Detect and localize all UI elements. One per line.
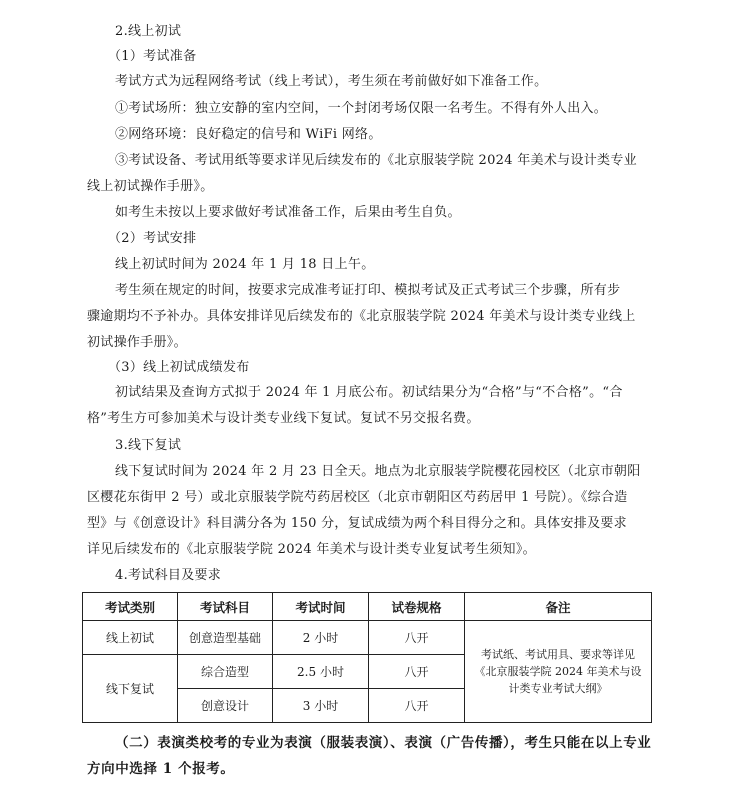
column-header-notes: 备注 — [465, 593, 652, 621]
subject-cell: 创意造型基础 — [178, 621, 273, 655]
time-cell: 2 小时 — [273, 621, 369, 655]
paragraph-line: 线下复试时间为 2024 年 2 月 23 日全天。地点为北京服装学院樱花园校区（北京市朝阳 — [115, 464, 641, 479]
table-row — [83, 621, 652, 655]
paragraph-line: 考试方式为远程网络考试（线上考试），考生须在考前做好如下准备工作。 — [115, 74, 548, 89]
subheading-exam-prep: （1）考试准备 — [108, 49, 197, 64]
paragraph-line: 线上初试时间为 2024 年 1 月 18 日上午。 — [115, 257, 375, 272]
subject-cell: 综合造型 — [178, 655, 273, 689]
table-header-row — [83, 593, 652, 621]
paragraph-line: ①考试场所：独立安静的室内空间，一个封闭考场仅限一名考生。不得有外人出入。 — [115, 101, 608, 116]
column-header-spec: 试卷规格 — [369, 593, 465, 621]
paragraph-line: 型》与《创意设计》科目满分各为 150 分，复试成绩为两个科目得分之和。具体安排及要求 — [87, 516, 627, 531]
heading-offline-exam: 3.线下复试 — [115, 438, 182, 453]
paragraph-line: 线上初试操作手册》。 — [87, 179, 214, 194]
notes-cell: 考试纸、考试用具、要求等详见《北京服装学院 2024 年美术与设计类专业考试大纲》 — [465, 621, 652, 723]
subject-cell: 创意设计 — [178, 689, 273, 723]
time-cell: 3 小时 — [273, 689, 369, 723]
subheading-results: （3）线上初试成绩发布 — [108, 360, 250, 375]
spec-cell: 八开 — [369, 655, 465, 689]
column-header-time: 考试时间 — [273, 593, 369, 621]
performance-exam-note: （二）表演类校考的专业为表演（服装表演）、表演（广告传播），考生只能在以上专业 — [115, 735, 652, 751]
category-cell: 线上初试 — [83, 621, 178, 655]
spec-cell: 八开 — [369, 621, 465, 655]
column-header-subject: 考试科目 — [178, 593, 273, 621]
paragraph-line: 考生须在规定的时间，按要求完成准考证打印、模拟考试及正式考试三个步骤，所有步 — [115, 283, 621, 298]
paragraph-line: ②网络环境：良好稳定的信号和 WiFi 网络。 — [115, 127, 382, 142]
paragraph-line: ③考试设备、考试用纸等要求详见后续发布的《北京服装学院 2024 年美术与设计类专业 — [115, 153, 637, 168]
paragraph-line: 骤逾期均不予补办。具体安排详见后续发布的《北京服装学院 2024 年美术与设计类专业线上 — [87, 309, 636, 324]
subheading-exam-schedule: （2）考试安排 — [108, 231, 197, 246]
time-cell: 2.5 小时 — [273, 655, 369, 689]
spec-cell: 八开 — [369, 689, 465, 723]
heading-subjects: 4.考试科目及要求 — [115, 568, 222, 583]
exam-subjects-table — [82, 592, 652, 723]
paragraph-line: 格”考生方可参加美术与设计类专业线下复试。复试不另交报名费。 — [87, 411, 480, 426]
paragraph-line: 详见后续发布的《北京服装学院 2024 年美术与设计类专业复试考生须知》。 — [87, 542, 536, 557]
paragraph-line: 初试操作手册》。 — [87, 335, 187, 350]
performance-exam-note: 方向中选择 1 个报考。 — [87, 761, 235, 777]
paragraph-line: 如考生未按以上要求做好考试准备工作，后果由考生自负。 — [115, 205, 461, 220]
paragraph-line: 区樱花东街甲 2 号）或北京服装学院芍药居校区（北京市朝阳区芍药居甲 1 号院）。《综合造 — [87, 490, 628, 505]
paragraph-line: 初试结果及查询方式拟于 2024 年 1 月底公布。初试结果分为“合格”与“不合格”。“合 — [115, 385, 623, 400]
category-cell: 线下复试 — [83, 655, 178, 723]
column-header-category: 考试类别 — [83, 593, 178, 621]
heading-online-exam: 2.线上初试 — [115, 24, 182, 39]
